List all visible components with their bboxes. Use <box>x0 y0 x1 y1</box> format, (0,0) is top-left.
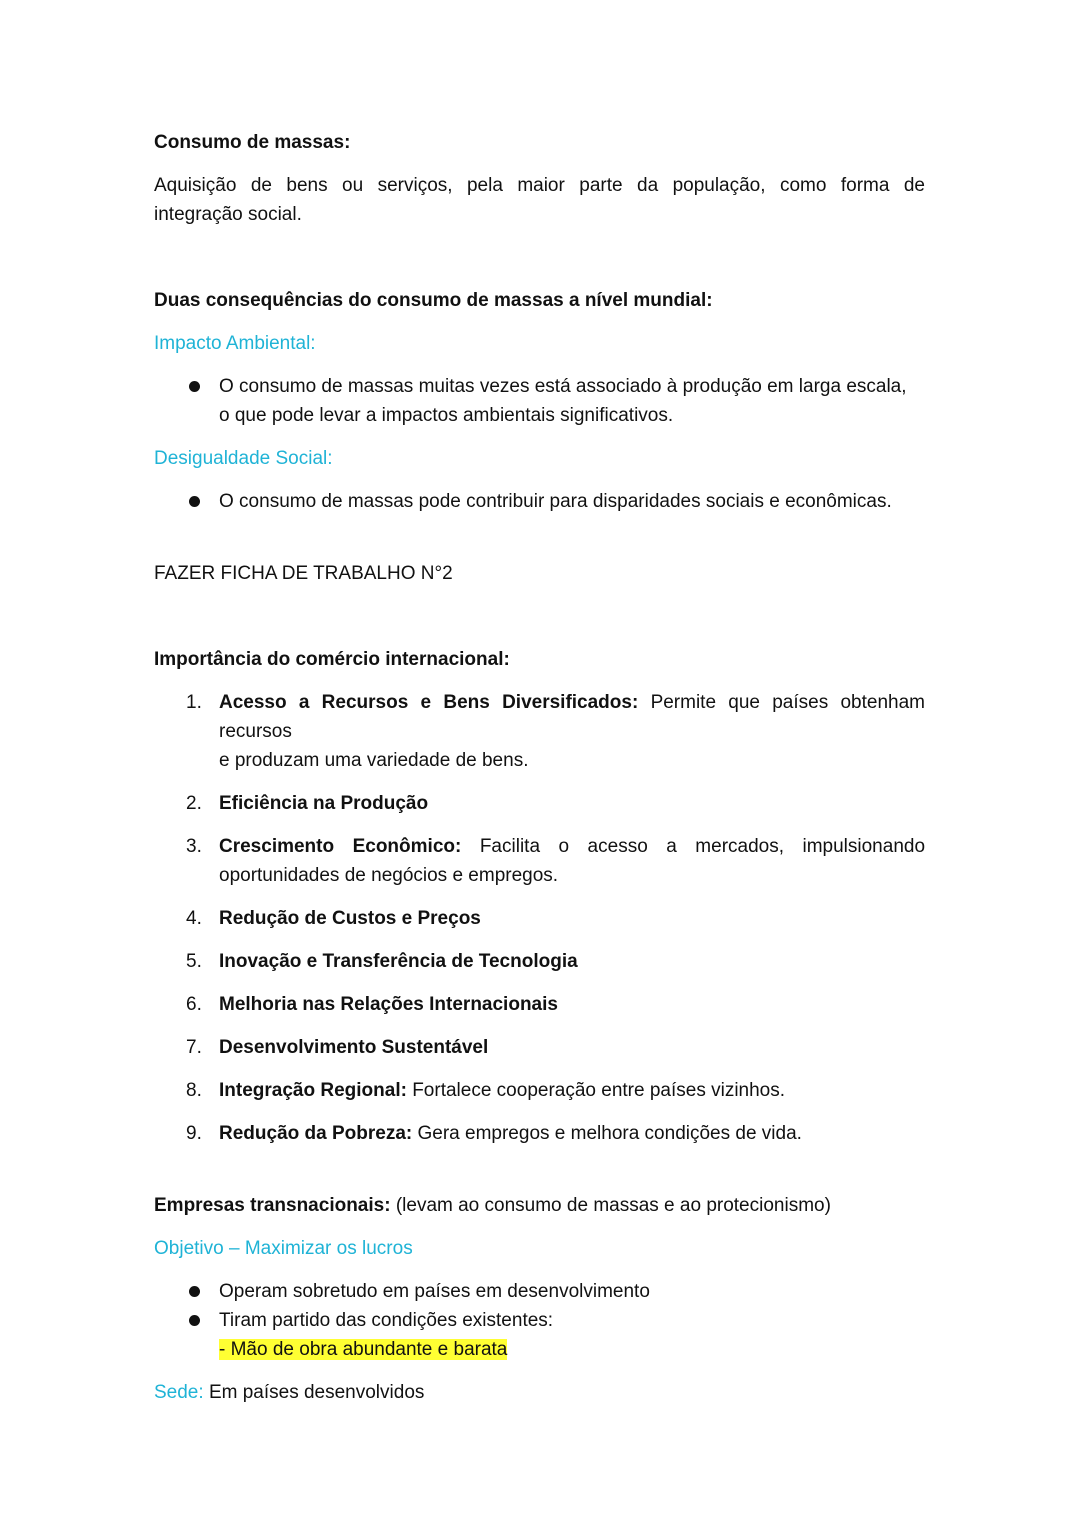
list-item-1 <box>154 688 925 775</box>
item-title: Redução de Custos e Preços <box>219 908 481 929</box>
bullet-text: O consumo de massas pode contribuir para disparidades sociais e econômicas. <box>219 491 892 512</box>
heading-importancia-comercio: Importância do comércio internacional: <box>154 649 510 670</box>
bullet-text-line-2: o que pode levar a impactos ambientais significativos. <box>219 405 674 426</box>
bullet-list-transnacionais <box>154 1277 925 1364</box>
list-item-8 <box>154 1076 925 1105</box>
bullet-list-desigualdade <box>154 487 925 516</box>
subheading-desigualdade-social: Desigualdade Social: <box>154 448 333 469</box>
item-title: Desenvolvimento Sustentável <box>219 1037 489 1058</box>
list-number: 1. <box>186 692 202 713</box>
item-text: Fortalece cooperação entre países vizinhos. <box>412 1080 786 1101</box>
list-item-7 <box>154 1033 925 1062</box>
bullet-icon <box>189 381 200 392</box>
sede-label: Sede: <box>154 1382 204 1403</box>
definition-line-1: Aquisição de bens ou serviços, pela maior parte da população, como forma de <box>154 175 925 196</box>
heading-consequencias: Duas consequências do consumo de massas a nível mundial: <box>154 290 713 311</box>
bullet-icon <box>189 1286 200 1297</box>
list-item <box>154 487 925 516</box>
item-title: Acesso a Recursos e Bens Diversificados: <box>219 692 639 713</box>
bullet-text-line-1: O consumo de massas muitas vezes está associado à produção em larga escala, <box>219 376 907 397</box>
list-item <box>154 1277 925 1306</box>
list-item <box>154 372 925 430</box>
list-number: 8. <box>186 1080 202 1101</box>
list-number: 6. <box>186 994 202 1015</box>
item-text-line-1: Permite que países obtenham recursos <box>219 692 925 742</box>
list-item-5 <box>154 947 925 976</box>
item-title: Inovação e Transferência de Tecnologia <box>219 951 578 972</box>
item-text-line-2: oportunidades de negócios e empregos. <box>219 865 559 886</box>
list-item <box>154 1306 925 1364</box>
list-item-9 <box>154 1119 925 1148</box>
list-number: 7. <box>186 1037 202 1058</box>
list-number: 3. <box>186 836 202 857</box>
definition-line-2: integração social. <box>154 204 302 225</box>
item-text-line-1: Facilita o acesso a mercados, impulsionando <box>479 836 926 857</box>
item-title: Crescimento Econômico: <box>219 836 462 857</box>
subheading-objetivo: Objetivo – Maximizar os lucros <box>154 1238 413 1259</box>
sede-text: Em países desenvolvidos <box>208 1382 425 1403</box>
list-item-6 <box>154 990 925 1019</box>
heading-empresas-transnacionais: Empresas transnacionais: <box>154 1195 391 1216</box>
list-number: 9. <box>186 1123 202 1144</box>
document-page <box>154 128 925 1407</box>
item-text: Gera empregos e melhora condições de vida. <box>417 1123 802 1144</box>
heading-consumo-de-massas: Consumo de massas: <box>154 132 351 153</box>
highlighted-text: - Mão de obra abundante e barata <box>219 1339 508 1360</box>
task-note: FAZER FICHA DE TRABALHO N°2 <box>154 563 453 584</box>
list-number: 4. <box>186 908 202 929</box>
bullet-icon <box>189 496 200 507</box>
subheading-impacto-ambiental: Impacto Ambiental: <box>154 333 316 354</box>
item-title: Melhoria nas Relações Internacionais <box>219 994 558 1015</box>
sede-row <box>154 1378 925 1407</box>
list-item-4 <box>154 904 925 933</box>
heading-empresas-transnacionais-row <box>154 1191 925 1220</box>
item-title: Redução da Pobreza: <box>219 1123 413 1144</box>
item-title: Integração Regional: <box>219 1080 407 1101</box>
bullet-text: Operam sobretudo em países em desenvolvimento <box>219 1281 650 1302</box>
list-number: 2. <box>186 793 202 814</box>
bullet-icon <box>189 1315 200 1326</box>
bullet-list-impacto <box>154 372 925 430</box>
list-number: 5. <box>186 951 202 972</box>
numbered-list-importancia <box>154 688 925 1148</box>
item-title: Eficiência na Produção <box>219 793 429 814</box>
bullet-text: Tiram partido das condições existentes: <box>219 1310 554 1331</box>
list-item-2 <box>154 789 925 818</box>
item-text-line-2: e produzam uma variedade de bens. <box>219 750 529 771</box>
list-item-3 <box>154 832 925 890</box>
heading-note: (levam ao consumo de massas e ao protecionismo) <box>395 1195 831 1216</box>
